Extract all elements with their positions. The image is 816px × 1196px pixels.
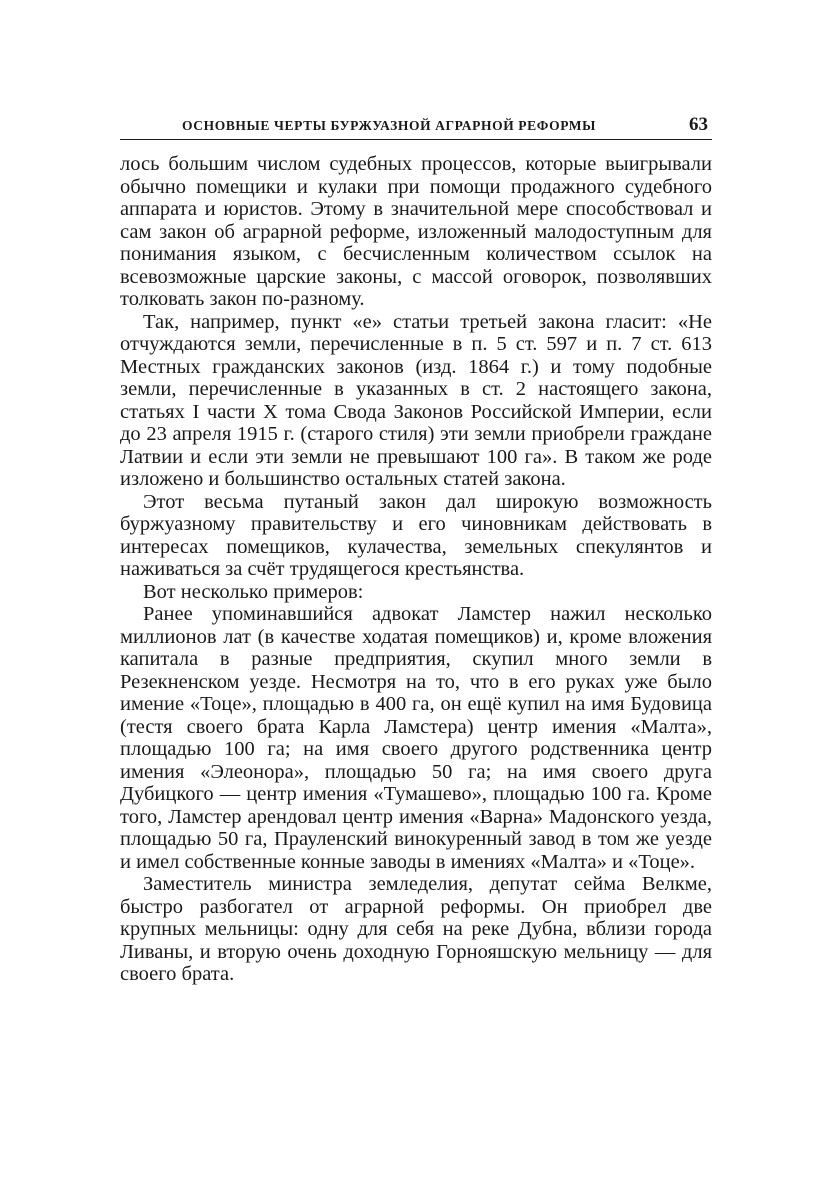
page-number: 63 — [689, 114, 708, 135]
paragraph-continued: лось большим числом судебных процессов, которые выигрывали обычно помещики и кулаки при помощи продажного судебного аппарата и юристов. Этому в значительной мере способствовал и сам закон об аграрной реформе, изложенный малодоступным для понимания языком, с бесчисленным количеством ссылок на всевозможные царские законы, с массой оговорок, позволявших толковать закон по-разному. — [120, 153, 712, 310]
paragraph-law-consequence: Этот весьма путаный закон дал широкую возможность буржуазному правительству и его чиновникам действовать в интересах помещиков, кулачества, земельных спекулянтов и наживаться за счёт трудящегося крестьянства. — [120, 490, 712, 580]
header-rule — [120, 139, 712, 140]
paragraph-lamster-example: Ранее упоминавшийся адвокат Ламстер нажил несколько миллионов лат (в качестве ходатая помещиков) и, кроме вложения капитала в разные предприятия, скупил много земли в Резекненском уезде. Несмотря на то, что в его руках уже было имение «Тоце», площадью в 400 га, он ещё купил на имя Будовица (тестя своего брата Карла Ламстера) центр имения «Малта», площадью 100 га; на имя своего другого родственника центр имения «Элеонора», площадью 50 га; на имя своего друга Дубицкого — центр имения «Тумашево», площадью 100 га. Кроме того, Ламстер арендовал центр имения «Варна» Мадонского уезда, площадью 50 га, Прауленский винокуренный завод в том же уезде и имел собственные конные заводы в имениях «Малта» и «Тоце». — [120, 603, 712, 873]
running-header — [120, 108, 712, 138]
paragraph-velkme-example: Заместитель министра земледелия, депутат сейма Велкме, быстро разбогател от аграрной реформы. Он приобрел две крупных мельницы: одну для себя на реке Дубна, вблизи города Ливаны, и вторую очень доходную Горнояшскую мельницу — для своего брата. — [120, 873, 712, 985]
paragraph-examples-intro: Вот несколько примеров: — [143, 580, 364, 603]
body-text — [120, 153, 712, 986]
paragraph-law-quote: Так, например, пункт «е» статьи третьей закона гласит: «Не отчуждаются земли, перечисленные в п. 5 ст. 597 и п. 7 ст. 613 Местных гражданских законов (изд. 1864 г.) и тому подобные земли, перечисленные в указанных в ст. 2 настоящего закона, статьях I части X тома Свода Законов Российской Империи, если до 23 апреля 1915 г. (старого стиля) эти земли приобрели граждане Латвии и если эти земли не превышают 100 га». В таком же роде изложено и большинство остальных статей закона. — [120, 310, 712, 490]
page-content — [120, 108, 712, 986]
running-title: ОСНОВНЫЕ ЧЕРТЫ БУРЖУАЗНОЙ АГРАРНОЙ РЕФОРМЫ — [182, 118, 596, 133]
